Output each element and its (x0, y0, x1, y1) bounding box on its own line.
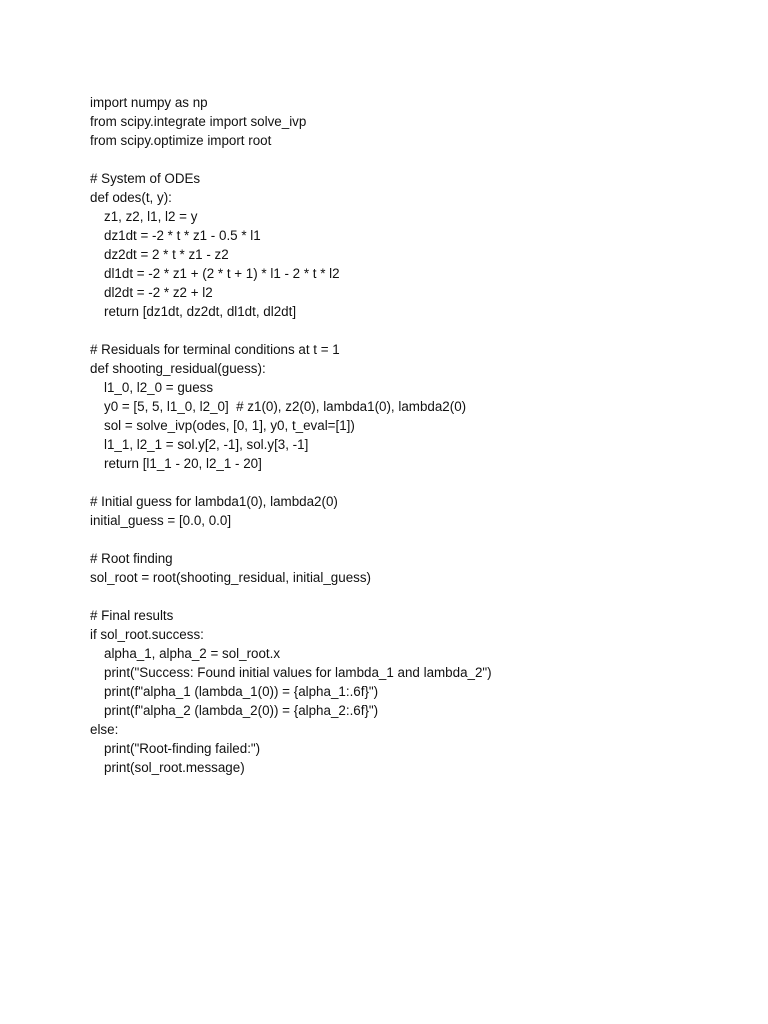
code-line: dl1dt = -2 * z1 + (2 * t + 1) * l1 - 2 * t * l2 (104, 266, 340, 281)
code-line: l1_1, l2_1 = sol.y[2, -1], sol.y[3, -1] (104, 437, 309, 452)
code-comment: # Final results (90, 608, 174, 623)
code-line: print(f"alpha_2 (lambda_2(0)) = {alpha_2:.6f}") (104, 703, 379, 718)
code-block (90, 93, 730, 777)
code-line: import numpy as np (90, 95, 208, 110)
blank-line (90, 530, 730, 549)
code-line: from scipy.optimize import root (90, 133, 272, 148)
code-line: def shooting_residual(guess): (90, 361, 266, 376)
code-line: return [l1_1 - 20, l2_1 - 20] (104, 456, 262, 471)
code-line: else: (90, 722, 119, 737)
code-comment: # Residuals for terminal conditions at t = 1 (90, 342, 340, 357)
code-line: print(sol_root.message) (104, 760, 245, 775)
code-line: print("Success: Found initial values for lambda_1 and lambda_2") (104, 665, 492, 680)
code-line: sol_root = root(shooting_residual, initial_guess) (90, 570, 371, 585)
code-line: print(f"alpha_1 (lambda_1(0)) = {alpha_1:.6f}") (104, 684, 379, 699)
code-line: l1_0, l2_0 = guess (104, 380, 214, 395)
code-line: dz2dt = 2 * t * z1 - z2 (104, 247, 229, 262)
blank-line (90, 321, 730, 340)
code-line: initial_guess = [0.0, 0.0] (90, 513, 232, 528)
code-line: def odes(t, y): (90, 190, 172, 205)
blank-line (90, 587, 730, 606)
code-comment: # System of ODEs (90, 171, 201, 186)
code-line: dz1dt = -2 * t * z1 - 0.5 * l1 (104, 228, 261, 243)
code-line: return [dz1dt, dz2dt, dl1dt, dl2dt] (104, 304, 297, 319)
blank-line (90, 473, 730, 492)
code-line: sol = solve_ivp(odes, [0, 1], y0, t_eval=[1]) (104, 418, 355, 433)
code-comment: # Initial guess for lambda1(0), lambda2(0) (90, 494, 338, 509)
blank-line (90, 150, 730, 169)
code-line: if sol_root.success: (90, 627, 204, 642)
code-comment: # Root finding (90, 551, 173, 566)
code-line: alpha_1, alpha_2 = sol_root.x (104, 646, 281, 661)
code-line: y0 = [5, 5, l1_0, l2_0] # z1(0), z2(0), lambda1(0), lambda2(0) (104, 399, 467, 414)
code-line: dl2dt = -2 * z2 + l2 (104, 285, 213, 300)
code-line: z1, z2, l1, l2 = y (104, 209, 198, 224)
code-line: print("Root-finding failed:") (104, 741, 261, 756)
code-line: from scipy.integrate import solve_ivp (90, 114, 307, 129)
